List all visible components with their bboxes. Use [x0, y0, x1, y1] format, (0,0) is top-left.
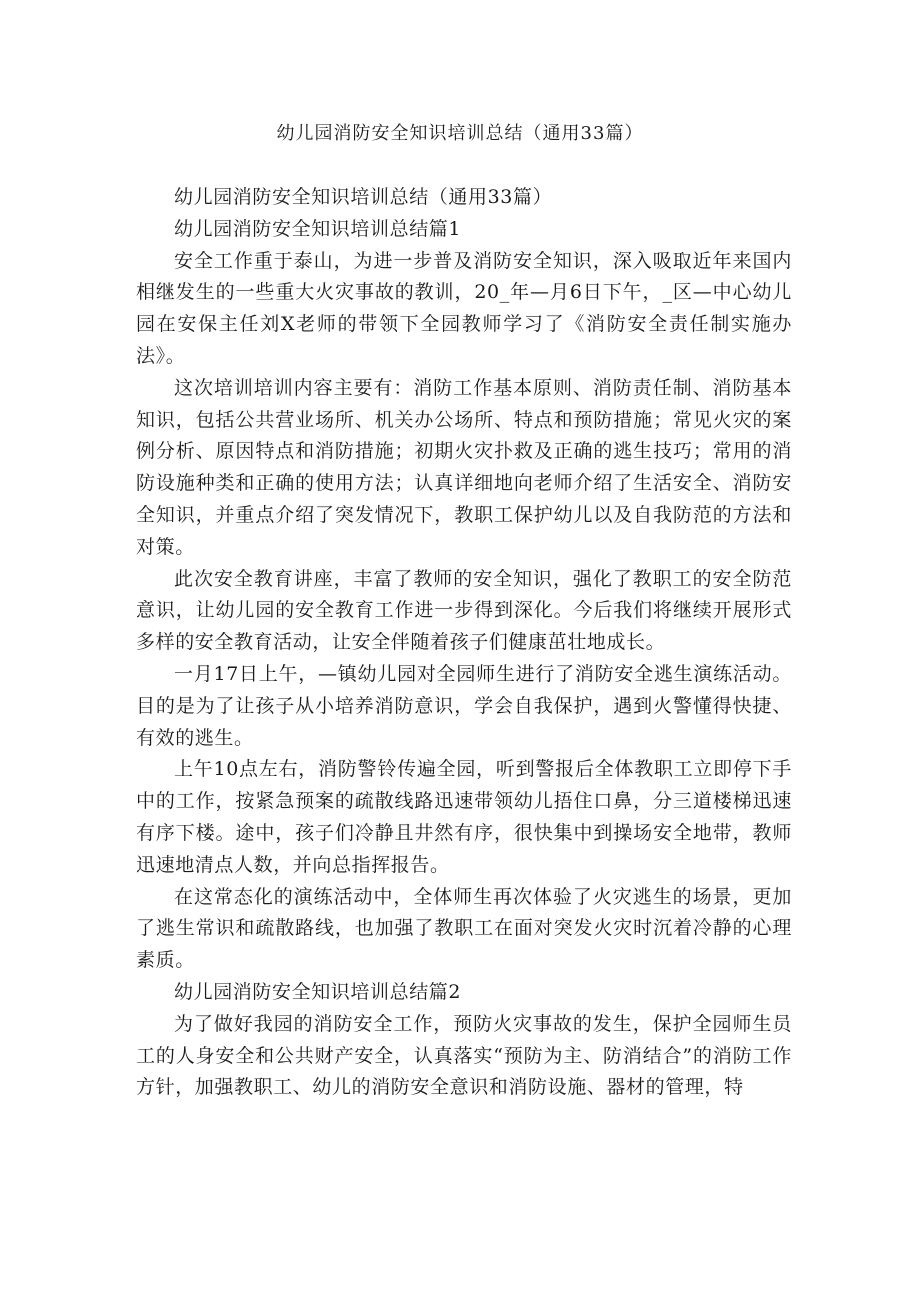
section-heading-1: 幼儿园消防安全知识培训总结篇1: [174, 217, 462, 240]
body-paragraph: 安全工作重于泰山，为进一步普及消防安全知识，深入吸取近年来国内相继发生的一些重大火灾事故的教训，20_年—月6日下午，_区—中心幼儿园在安保主任刘X老师的带领下全园教师学习了《消防安全责任制实施办法》。: [136, 249, 792, 367]
body-paragraph: 一月17日上午，—镇幼儿园对全园师生进行了消防安全逃生演练活动。目的是为了让孩子从小培养消防意识，学会自我保护，遇到火警懂得快捷、有效的逃生。: [136, 662, 792, 749]
subtitle-paragraph: 幼儿园消防安全知识培训总结（通用33篇）: [174, 186, 553, 208]
document-body: [136, 182, 792, 1104]
section-heading-2: 幼儿园消防安全知识培训总结篇2: [174, 980, 462, 1003]
body-paragraph: 在这常态化的演练活动中，全体师生再次体验了火灾逃生的场景，更加了逃生常识和疏散路线，也加强了教职工在面对突发火灾时沉着冷静的心理素质。: [136, 885, 792, 972]
body-paragraph: 这次培训培训内容主要有：消防工作基本原则、消防责任制、消防基本知识，包括公共营业场所、机关办公场所、特点和预防措施；常见火灾的案例分析、原因特点和消防措施；初期火灾扑救及正确的逃生技巧；常用的消防设施种类和正确的使用方法；认真详细地向老师介绍了生活安全、消防安全知识，并重点介绍了突发情况下，教职工保护幼儿以及自我防范的方法和对策。: [136, 376, 792, 558]
body-paragraph: 此次安全教育讲座，丰富了教师的安全知识，强化了教职工的安全防范意识，让幼儿园的安全教育工作进一步得到深化。今后我们将继续开展形式多样的安全教育活动，让安全伴随着孩子们健康茁壮地成长。: [136, 567, 792, 654]
body-paragraph: 为了做好我园的消防安全工作，预防火灾事故的发生，保护全园师生员工的人身安全和公共财产安全，认真落实“预防为主、防消结合”的消防工作方针，加强教职工、幼儿的消防安全意识和消防设施、器材的管理，特: [136, 1012, 792, 1099]
document-title: 幼儿园消防安全知识培训总结（通用33篇）: [276, 123, 644, 144]
body-paragraph: 上午10点左右，消防警铃传遍全园，听到警报后全体教职工立即停下手中的工作，按紧急预案的疏散线路迅速带领幼儿捂住口鼻，分三道楼梯迅速有序下楼。途中，孩子们冷静且井然有序，很快集中到操场安全地带，教师迅速地清点人数，并向总指挥报告。: [136, 758, 792, 876]
